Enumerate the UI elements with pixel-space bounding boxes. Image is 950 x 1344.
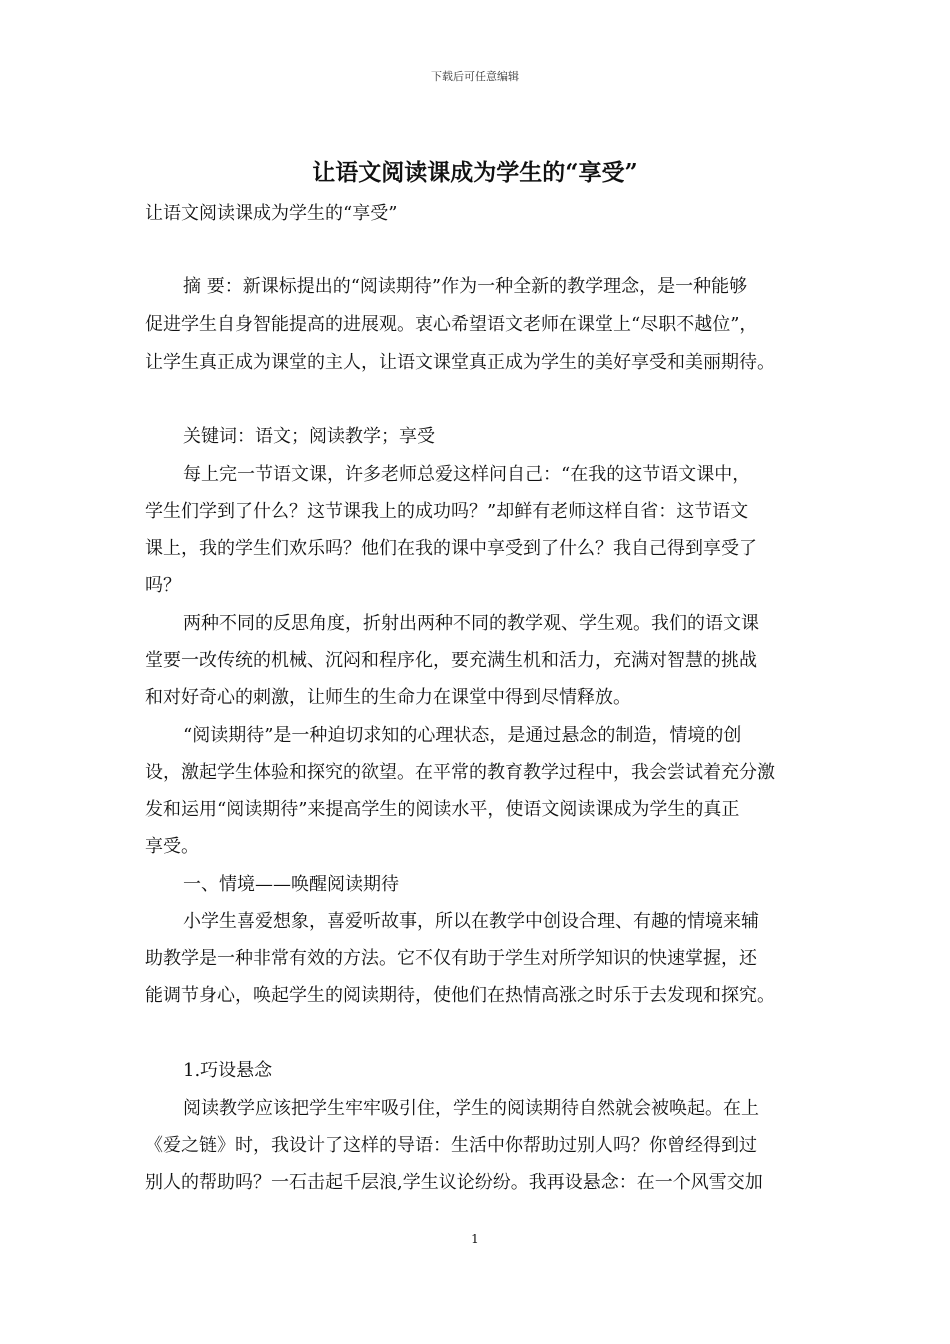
- paragraph-line: 阅读教学应该把学生牢牢吸引住，学生的阅读期待自然就会被唤起。在上: [183, 1098, 759, 1119]
- page-number: 1: [471, 1232, 479, 1246]
- paragraph-line: 设，激起学生体验和探究的欲望。在平常的教育教学过程中，我会尝试着充分激: [145, 762, 775, 783]
- paragraph-line: 发和运用“阅读期待”来提高学生的阅读水平，使语文阅读课成为学生的真正: [145, 799, 740, 820]
- keywords: 关键词：语文；阅读教学；享受: [183, 426, 435, 447]
- paragraph-line: 课上，我的学生们欢乐吗？他们在我的课中享受到了什么？我自己得到享受了: [145, 538, 757, 559]
- paragraph-line: “阅读期待”是一种迫切求知的心理状态，是通过悬念的制造，情境的创: [183, 725, 742, 746]
- paragraph-line: 能调节身心，唤起学生的阅读期待，使他们在热情高涨之时乐于去发现和探究。: [145, 985, 775, 1006]
- paragraph-line: 两种不同的反思角度，折射出两种不同的教学观、学生观。我们的语文课: [183, 613, 759, 634]
- paragraph-line: 助教学是一种非常有效的方法。它不仅有助于学生对所学知识的快速掌握，还: [145, 948, 757, 969]
- document-title: 让语文阅读课成为学生的“享受”: [312, 159, 638, 186]
- paragraph-line: 吗？: [145, 575, 181, 596]
- paragraph-line: 享受。: [145, 836, 199, 857]
- paragraph-line: 小学生喜爱想象，喜爱听故事，所以在教学中创设合理、有趣的情境来辅: [183, 911, 759, 932]
- paragraph-line: 《爱之链》时，我设计了这样的导语：生活中你帮助过别人吗？你曾经得到过: [145, 1135, 757, 1156]
- paragraph-line: 别人的帮助吗？一石击起千层浪,学生议论纷纷。我再设悬念：在一个风雪交加: [145, 1172, 763, 1193]
- paragraph-line: 和对好奇心的刺激，让师生的生命力在课堂中得到尽情释放。: [145, 687, 631, 708]
- section-heading: 一、情境——唤醒阅读期待: [183, 874, 399, 895]
- subtitle: 让语文阅读课成为学生的“享受”: [145, 203, 398, 224]
- abstract-line: 让学生真正成为课堂的主人，让语文课堂真正成为学生的美好享受和美丽期待。: [145, 352, 775, 373]
- abstract-line: 促进学生自身智能提高的进展观。衷心希望语文老师在课堂上“尽职不越位”，: [145, 314, 758, 335]
- abstract-line: 摘 要：新课标提出的“阅读期待”作为一种全新的教学理念，是一种能够: [183, 276, 748, 297]
- header-note: 下载后可任意编辑: [431, 70, 519, 83]
- subsection-heading: 1.巧设悬念: [183, 1060, 273, 1081]
- paragraph-line: 每上完一节语文课，许多老师总爱这样问自己：“在我的这节语文课中，: [183, 464, 751, 485]
- paragraph-line: 堂要一改传统的机械、沉闷和程序化，要充满生机和活力，充满对智慧的挑战: [145, 650, 757, 671]
- paragraph-line: 学生们学到了什么？这节课我上的成功吗？”却鲜有老师这样自省：这节语文: [145, 501, 749, 522]
